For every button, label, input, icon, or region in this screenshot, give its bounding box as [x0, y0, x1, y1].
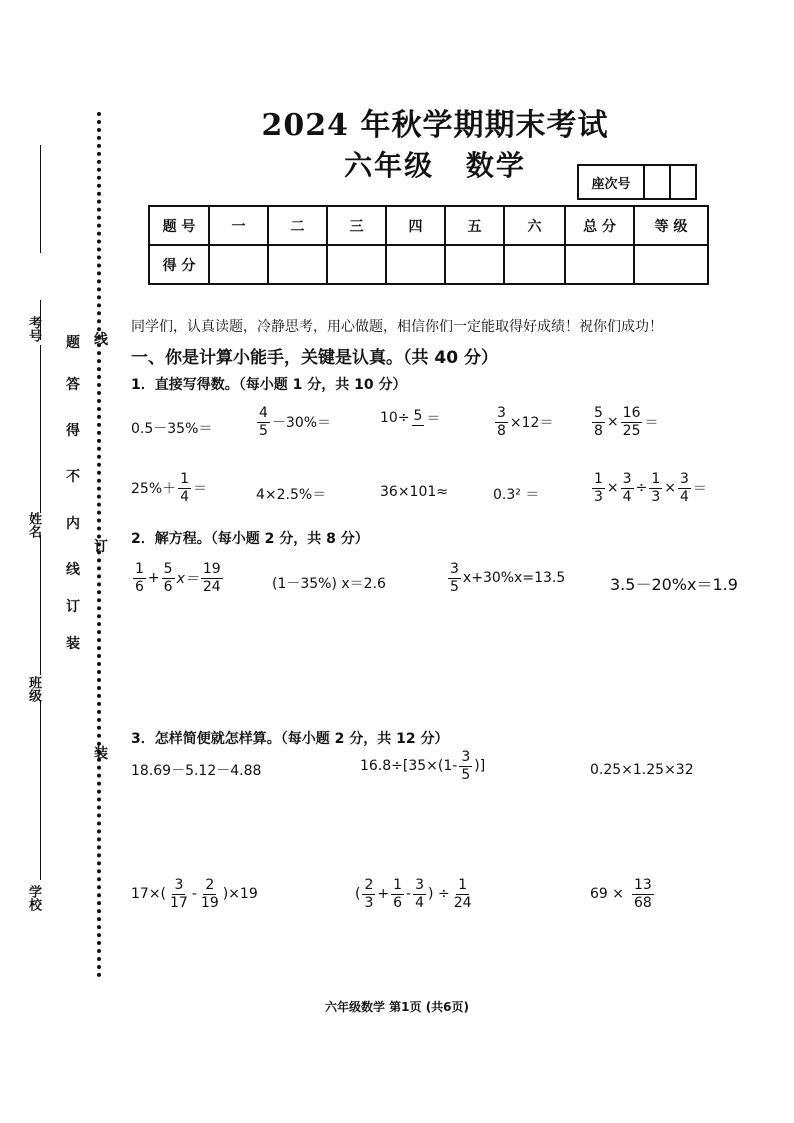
- binding-mark-xian: 线: [94, 332, 108, 348]
- exam-number-label: 考号: [26, 316, 41, 342]
- fraction: $\frac{1}{24}$: [453, 877, 472, 911]
- score-cell[interactable]: [386, 245, 445, 284]
- equation-4: 3.5－20%x＝1.9: [610, 575, 738, 594]
- score-header-cell: 四: [386, 206, 445, 245]
- seal-char-de: 得: [66, 423, 80, 439]
- score-table: [148, 205, 709, 285]
- problem-1-6: 25%＋ $\frac{1}{4}$ ＝: [131, 471, 208, 505]
- seat-number-cell-1[interactable]: [644, 165, 670, 199]
- fraction: $\frac{1}{6}$: [393, 877, 403, 911]
- binding-mark-ding: 订: [94, 539, 108, 555]
- score-header-cell: 五: [445, 206, 504, 245]
- score-cell[interactable]: [327, 245, 386, 284]
- seat-number-box: [577, 164, 697, 200]
- score-table-score-row: [149, 245, 708, 284]
- fraction: $\frac{3}{5}$: [450, 561, 459, 595]
- fraction: $\frac{1}{3}$: [651, 471, 661, 505]
- binding-line-3: [40, 345, 41, 513]
- exam-title: 2024 年秋学期期末考试: [261, 108, 609, 143]
- problem-1-3: 10÷ 5 ＝: [380, 408, 441, 427]
- seal-char-ti: 题: [66, 335, 80, 351]
- section-1-title: 一、你是计算小能手，关键是认真。（共 40 分）: [131, 348, 498, 368]
- fraction: $\frac{1}{3}$: [594, 471, 603, 505]
- equation-1: $\frac{1}{6}$ + $\frac{5}{6}$ x＝ $\frac{19}{24}$: [135, 561, 221, 595]
- seat-number-label: 座次号: [578, 165, 644, 199]
- fraction: $\frac{1}{6}$: [135, 561, 144, 595]
- part-1-title: 1．直接写得数。（每小题 1 分，共 10 分）: [131, 377, 407, 393]
- class-label: 班级: [26, 676, 41, 702]
- calc-1: 18.69－5.12－4.88: [131, 763, 262, 779]
- score-header-cell: 等 级: [634, 206, 708, 245]
- problem-1-4: $\frac{3}{8}$ ×12＝: [497, 405, 554, 439]
- part-2-title: 2．解方程。（每小题 2 分，共 8 分）: [131, 531, 369, 547]
- binding-line-5: [40, 700, 41, 880]
- fraction: $\frac{5}{6}$: [163, 561, 173, 595]
- fraction: $\frac{13}{68}$: [634, 877, 652, 911]
- score-row-label: 得 分: [149, 245, 209, 284]
- score-header-cell: 题 号: [149, 206, 209, 245]
- fraction: $\frac{2}{3}$: [364, 877, 374, 911]
- fraction: $\frac{4}{5}$: [259, 405, 268, 439]
- calc-3: 0.25×1.25×32: [590, 762, 694, 778]
- seal-char-zhuang: 装: [66, 636, 80, 652]
- problem-1-5: $\frac{5}{8}$ × $\frac{16}{25}$ ＝: [594, 405, 659, 439]
- binding-mark-zhuang: 装: [94, 746, 108, 762]
- problem-1-10: $\frac{1}{3}$ × $\frac{3}{4}$ ÷ $\frac{1}{3}$ × $\frac{3}{4}$ ＝: [594, 471, 707, 505]
- equation-2: (1－35%) x＝2.6: [272, 576, 386, 592]
- calc-2: 16.8÷[35×(1- $\frac{3}{5}$ )]: [360, 749, 486, 783]
- intro-text: 同学们，认真读题，冷静思考，用心做题，相信你们一定能取得好成绩！祝你们成功！: [131, 319, 663, 335]
- seal-char-ding: 订: [66, 599, 80, 615]
- score-header-cell: 总 分: [565, 206, 634, 245]
- score-cell[interactable]: [634, 245, 708, 284]
- seal-char-da: 答: [66, 377, 80, 393]
- name-label: 姓名: [26, 512, 41, 538]
- fraction: $\frac{2}{19}$: [200, 877, 219, 911]
- problem-1-7: 4×2.5%＝: [256, 487, 327, 503]
- problem-1-1: [131, 418, 212, 438]
- binding-line-4: [40, 535, 41, 675]
- score-header-cell: 二: [268, 206, 327, 245]
- grade-label: 六年级: [344, 149, 435, 182]
- problem-1-9: 0.3² ＝: [493, 487, 540, 503]
- school-label: 学校: [26, 885, 41, 911]
- fraction: $\frac{3}{4}$: [622, 471, 632, 505]
- page-footer: 六年级数学 第1页 (共6页): [324, 1000, 470, 1014]
- fraction: $\frac{3}{17}$: [170, 877, 188, 911]
- seal-char-nei: 内: [66, 516, 80, 532]
- part-3-title: 3．怎样简便就怎样算。（每小题 2 分，共 12 分）: [131, 731, 449, 747]
- score-cell[interactable]: [565, 245, 634, 284]
- fraction: $\frac{1}{4}$: [180, 471, 190, 505]
- score-header-cell: 三: [327, 206, 386, 245]
- subject-label: 数学: [465, 149, 526, 182]
- problem-1-8: 36×101≈: [380, 484, 448, 500]
- fraction: $\frac{5}{8}$: [594, 405, 603, 439]
- calc-4: 17×( $\frac{3}{17}$ - $\frac{2}{19}$ )×19: [131, 877, 258, 911]
- calc-5: ( $\frac{2}{3}$ + $\frac{1}{6}$ - $\frac{3}{4}$ ) ÷ $\frac{1}{24}$: [355, 877, 472, 911]
- score-cell[interactable]: [209, 245, 268, 284]
- score-cell[interactable]: [445, 245, 504, 284]
- fraction: 5: [413, 408, 423, 425]
- seat-number-cell-2[interactable]: [670, 165, 696, 199]
- equation-3: $\frac{3}{5}$ x+30%x=13.5: [450, 561, 566, 595]
- score-header-cell: 一: [209, 206, 268, 245]
- fraction: $\frac{3}{4}$: [679, 471, 689, 505]
- score-cell[interactable]: [504, 245, 565, 284]
- fraction: $\frac{16}{25}$: [622, 405, 641, 439]
- problem-text: 0.5－35%＝: [131, 421, 213, 437]
- fraction: $\frac{3}{5}$: [461, 749, 471, 783]
- fraction: $\frac{3}{8}$: [497, 405, 506, 439]
- seal-char-bu: 不: [66, 469, 80, 485]
- seal-char-xian: 线: [66, 562, 80, 578]
- score-table-header-row: [149, 206, 708, 245]
- problem-1-2: $\frac{4}{5}$ －30%＝: [259, 405, 332, 439]
- calc-6: 69 × $\frac{13}{68}$: [590, 877, 652, 911]
- score-cell[interactable]: [268, 245, 327, 284]
- score-header-cell: 六: [504, 206, 565, 245]
- fraction: $\frac{19}{24}$: [202, 561, 221, 595]
- fraction: $\frac{3}{4}$: [415, 877, 425, 911]
